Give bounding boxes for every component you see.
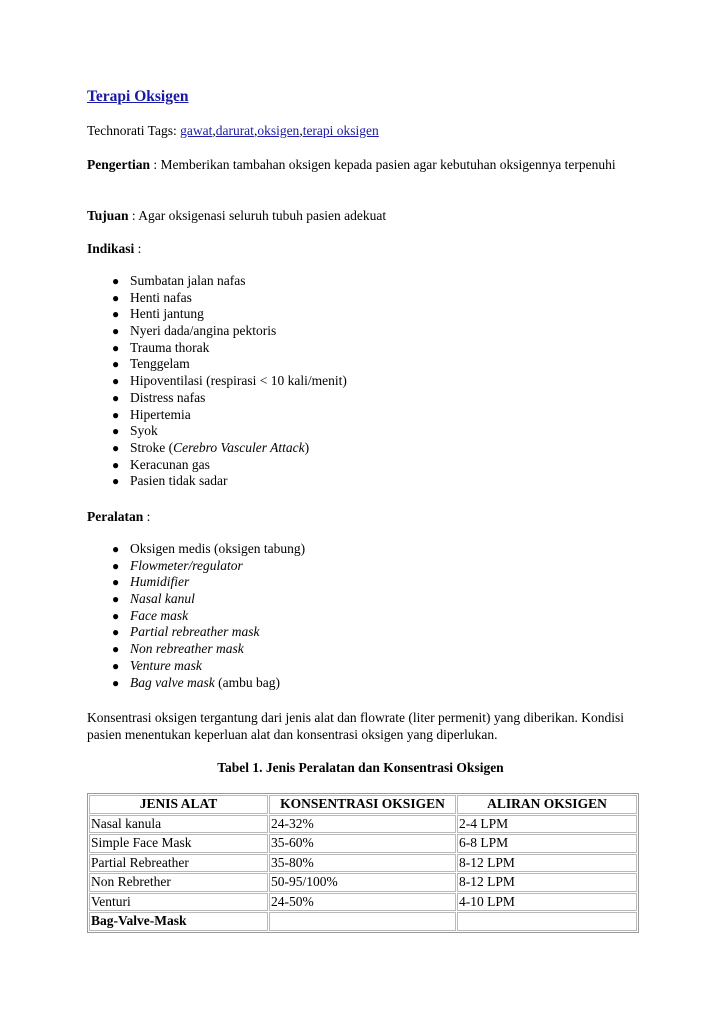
table-row bbox=[89, 834, 637, 853]
pengertian-label: Pengertian bbox=[87, 157, 150, 172]
list-item: ● Pasien tidak sadar bbox=[112, 473, 228, 489]
oxygen-equipment-table bbox=[87, 793, 639, 933]
tujuan-paragraph bbox=[87, 207, 632, 224]
bullet-icon: ● bbox=[112, 542, 120, 556]
list-item: ● Hipertemia bbox=[112, 406, 191, 422]
peralatan-label: Peralatan bbox=[87, 509, 144, 524]
list-item: ● Nasal kanul bbox=[112, 591, 195, 607]
column-header: KONSENTRASI OKSIGEN bbox=[269, 795, 456, 814]
bullet-icon: ● bbox=[112, 390, 120, 405]
table-cell bbox=[269, 912, 456, 931]
list-item: ● Distress nafas bbox=[112, 389, 206, 405]
table-cell: Non Rebrether bbox=[89, 873, 268, 892]
peralatan-heading bbox=[87, 508, 632, 525]
indikasi-label: Indikasi bbox=[87, 241, 135, 256]
indikasi-list bbox=[87, 273, 347, 490]
list-item: ● Henti nafas bbox=[112, 289, 192, 305]
bullet-icon: ● bbox=[112, 642, 120, 657]
bullet-icon: ● bbox=[112, 658, 120, 673]
bullet-icon: ● bbox=[112, 474, 120, 489]
table-cell: 35-60% bbox=[269, 834, 456, 853]
bullet-icon: ● bbox=[112, 424, 120, 439]
table-cell: Simple Face Mask bbox=[89, 834, 268, 853]
bullet-icon: ● bbox=[112, 440, 120, 455]
table-row bbox=[89, 854, 637, 873]
table-cell bbox=[457, 912, 637, 931]
bullet-icon: ● bbox=[112, 407, 120, 422]
table-header-row bbox=[89, 795, 637, 814]
table-cell: Bag-Valve-Mask bbox=[89, 912, 268, 931]
list-item: ● Tenggelam bbox=[112, 356, 190, 372]
list-item: ● Nyeri dada/angina pektoris bbox=[112, 323, 277, 339]
tag-link-darurat[interactable]: darurat bbox=[215, 123, 254, 138]
bullet-icon: ● bbox=[112, 592, 120, 607]
table-row bbox=[89, 912, 637, 931]
tag-link-oksigen[interactable]: oksigen bbox=[257, 123, 300, 138]
tag-link-terapi-oksigen[interactable]: terapi oksigen bbox=[302, 123, 379, 138]
bullet-icon: ● bbox=[112, 340, 120, 355]
table-cell: Venturi bbox=[89, 893, 268, 912]
list-item: ● Hipoventilasi (respirasi < 10 kali/menit) bbox=[112, 373, 347, 389]
table-cell: 35-80% bbox=[269, 854, 456, 873]
bullet-icon: ● bbox=[112, 307, 120, 322]
tags-label: Technorati Tags: bbox=[87, 123, 181, 138]
tujuan-text: : Agar oksigenasi seluruh tubuh pasien adekuat bbox=[128, 208, 387, 223]
bullet-icon: ● bbox=[112, 558, 120, 573]
tujuan-label: Tujuan bbox=[87, 208, 129, 223]
list-item: ● Oksigen medis (oksigen tabung) bbox=[112, 541, 306, 556]
table-cell: 2-4 LPM bbox=[457, 815, 637, 834]
table-cell: 8-12 LPM bbox=[457, 873, 637, 892]
indikasi-heading bbox=[87, 240, 632, 257]
table-cell: Nasal kanula bbox=[89, 815, 268, 834]
pengertian-text: : Memberikan tambahan oksigen kepada pasien agar kebutuhan oksigennya terpenuhi bbox=[150, 157, 616, 172]
page-title-link[interactable]: Terapi Oksigen bbox=[87, 88, 189, 105]
table-caption: Tabel 1. Jenis Peralatan dan Konsentrasi Oksigen bbox=[217, 760, 504, 775]
bullet-icon: ● bbox=[112, 374, 120, 389]
column-header: JENIS ALAT bbox=[89, 795, 268, 814]
pengertian-paragraph bbox=[87, 156, 632, 173]
technorati-tags: Technorati Tags: gawat,darurat,oksigen,terapi oksigen bbox=[87, 123, 379, 138]
bullet-icon: ● bbox=[112, 324, 120, 339]
table-row bbox=[89, 815, 637, 834]
table-cell: 24-32% bbox=[269, 815, 456, 834]
list-item: ● Partial rebreather mask bbox=[112, 624, 260, 640]
bullet-icon: ● bbox=[112, 457, 120, 472]
bullet-icon: ● bbox=[112, 357, 120, 372]
list-item: ● Syok bbox=[112, 423, 158, 439]
list-item: ● Trauma thorak bbox=[112, 339, 210, 355]
bullet-icon: ● bbox=[112, 675, 120, 690]
bullet-icon: ● bbox=[112, 274, 120, 288]
table-cell: 6-8 LPM bbox=[457, 834, 637, 853]
table-cell: 24-50% bbox=[269, 893, 456, 912]
bullet-icon: ● bbox=[112, 575, 120, 590]
bullet-icon: ● bbox=[112, 290, 120, 305]
indikasi-suffix: : bbox=[134, 241, 142, 256]
peralatan-list bbox=[87, 541, 305, 691]
peralatan-suffix: : bbox=[143, 509, 151, 524]
list-item: ● Bag valve mask (ambu bag) bbox=[112, 674, 280, 690]
list-item: ● Venture mask bbox=[112, 657, 202, 673]
list-item: ● Keracunan gas bbox=[112, 456, 210, 472]
table-row bbox=[89, 873, 637, 892]
table-row bbox=[89, 893, 637, 912]
table-cell: 8-12 LPM bbox=[457, 854, 637, 873]
list-item: ● Non rebreather mask bbox=[112, 641, 244, 657]
bullet-icon: ● bbox=[112, 608, 120, 623]
list-item-stroke: ● Stroke (Cerebro Vasculer Attack) bbox=[112, 439, 310, 455]
tag-link-gawat[interactable]: gawat bbox=[180, 123, 213, 138]
column-header: ALIRAN OKSIGEN bbox=[457, 795, 637, 814]
list-item: ● Humidifier bbox=[112, 574, 190, 590]
list-item: ● Face mask bbox=[112, 607, 189, 623]
list-item: ● Henti jantung bbox=[112, 306, 204, 322]
list-item: ● Sumbatan jalan nafas bbox=[112, 273, 246, 288]
bullet-icon: ● bbox=[112, 625, 120, 640]
konsentrasi-paragraph: Konsentrasi oksigen tergantung dari jenis alat dan flowrate (liter permenit) yang diberikan. Kondisi pasien menentukan keperluan alat dan konsentrasi oksigen yang diperlukan. bbox=[87, 710, 624, 742]
table-cell: 50-95/100% bbox=[269, 873, 456, 892]
list-item: ● Flowmeter/regulator bbox=[112, 557, 243, 573]
table-cell: 4-10 LPM bbox=[457, 893, 637, 912]
table-cell: Partial Rebreather bbox=[89, 854, 268, 873]
